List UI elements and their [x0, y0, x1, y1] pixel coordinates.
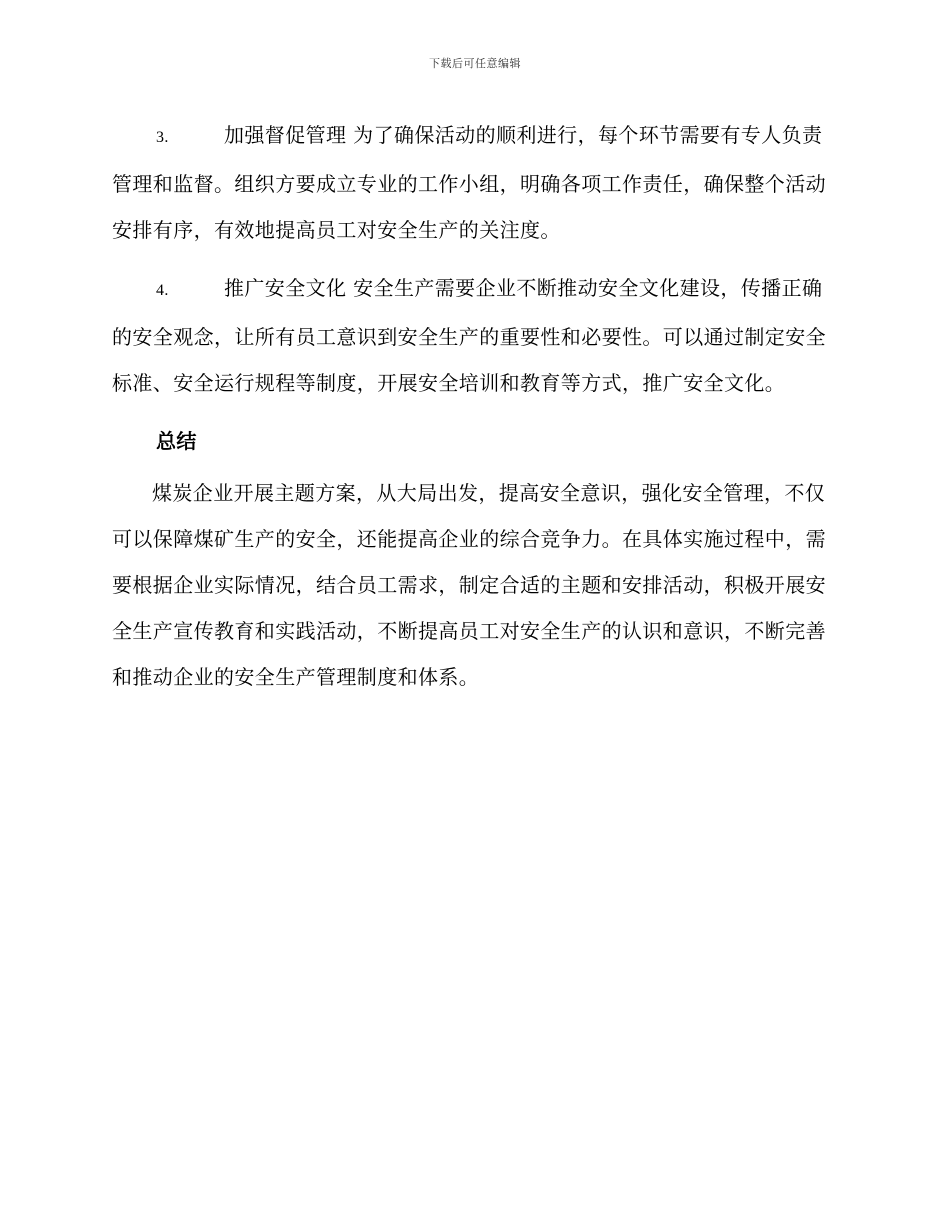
list-item-title: 加强督促管理	[224, 123, 347, 147]
document-body	[112, 112, 840, 700]
page-header-note: 下载后可任意编辑	[429, 57, 521, 70]
list-number: 3.	[156, 129, 169, 146]
list-item-4	[112, 265, 840, 406]
list-number: 4.	[156, 282, 169, 299]
section-heading-summary: 总结	[156, 429, 197, 453]
summary-paragraph: 煤炭企业开展主题方案，从大局出发，提高安全意识，强化安全管理，不仅可以保障煤矿生产的安全，还能提高企业的综合竞争力。在具体实施过程中，需要根据企业实际情况，结合员工需求，制定合适的主题和安排活动，积极开展安全生产宣传教育和实践活动，不断提高员工对安全生产的认识和意识，不断完善和推动企业的安全生产管理制度和体系。	[112, 481, 826, 689]
list-item-text: 为了确保活动的顺利进行，每个环节需要有专人负责管理和监督。组织方要成立专业的工作小组，明确各项工作责任，确保整个活动安排有序，有效地提高员工对安全生产的关注度。	[112, 123, 826, 242]
list-item-text: 安全生产需要企业不断推动安全文化建设，传播正确的安全观念，让所有员工意识到安全生产的重要性和必要性。可以通过制定安全标准、安全运行规程等制度，开展安全培训和教育等方式，推广安全文化。	[112, 276, 826, 395]
list-item-3	[112, 112, 840, 253]
list-item-title: 推广安全文化	[224, 276, 347, 300]
